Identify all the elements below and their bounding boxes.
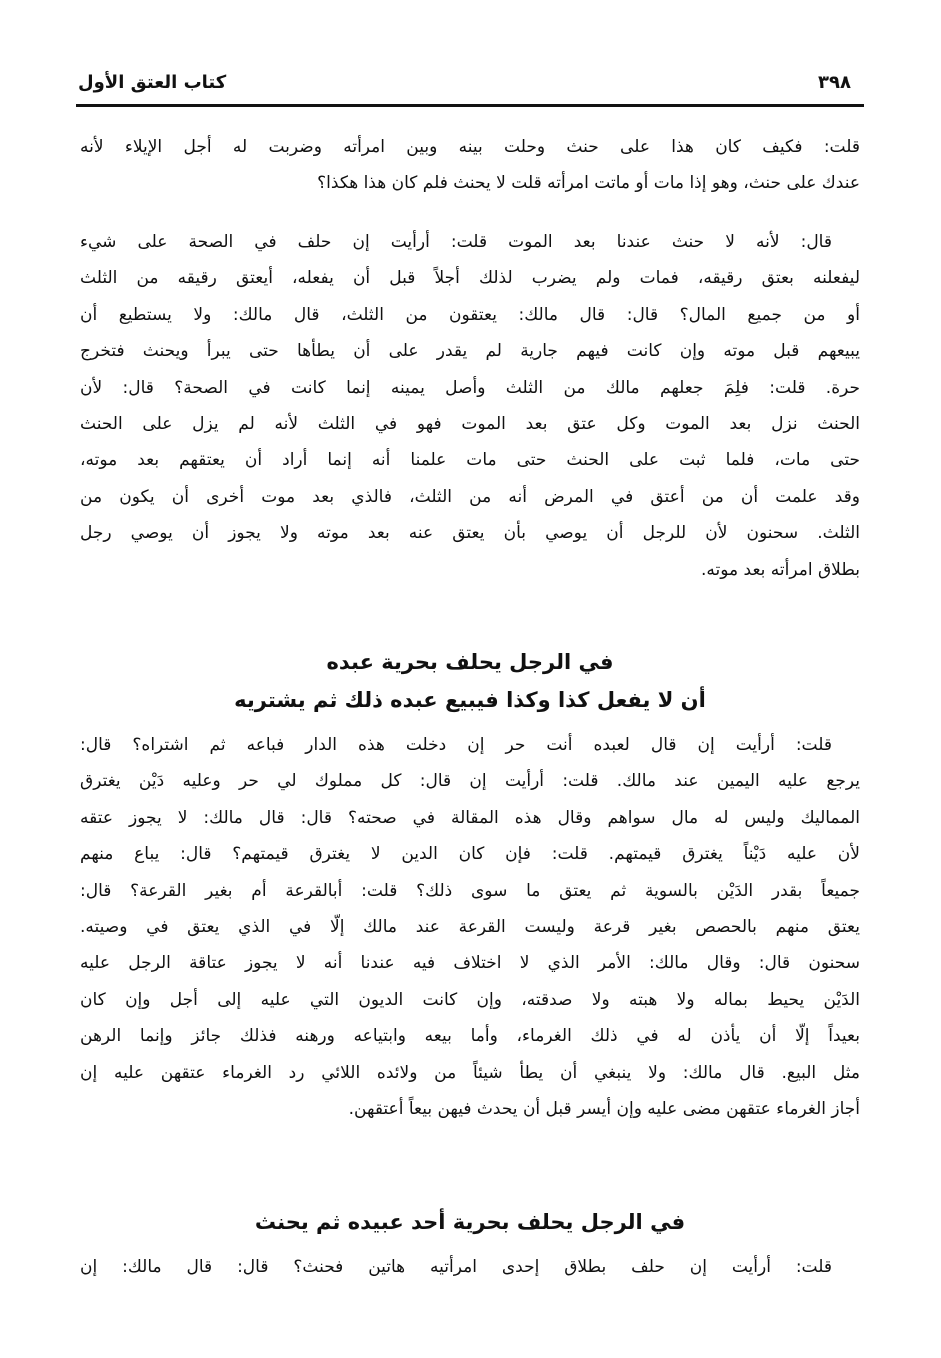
section-heading-1	[80, 643, 860, 719]
text-line: الحنث نزل بعد الموت وكل عتق بعد الموت فهو في الثلث لأنه لم يزل على الحنث	[80, 413, 860, 434]
text-line: حرة. قلت: فلِمَ جعلهم مالك من الثلث وأصل يمينه إنما كانت في الصحة؟ قال: لأن	[80, 377, 860, 398]
paragraph-1	[80, 129, 860, 202]
text-line: الدَيْن يحيط بماله ولا هبته ولا صدقته، وإن كانت الديون التي عليه إلى أجل وإن كان	[80, 989, 860, 1010]
text-line: سحنون قال: وقال مالك: الأمر الذي لا اختلاف فيه عندنا أنه لا يجوز عتاقة الرجل عليه	[80, 953, 860, 974]
paragraph-2	[80, 224, 860, 588]
text-line: مثل البيع. قال مالك: ولا ينبغي أن يطأ شيئاً من ولائده اللائي رد الغرماء عتقهن عليه إن	[80, 1062, 860, 1083]
page-number: ٣٩٨	[818, 72, 851, 93]
text-line: وقد علمت أن من أعتق في المرض أنه من الثلث، فالذي بعد موت أخرى أن يكون من	[80, 486, 860, 507]
text-line: أجاز الغرماء عتقهن مضى عليه وإن أيسر قبل أن يحدث فيهن بيعاً أعتقهن.	[348, 1098, 860, 1119]
header-rule	[76, 104, 864, 107]
text-line: أو من جميع المال؟ قال: قال مالك: يعتقون من الثلث، قال مالك: ولا يستطيع أن	[80, 304, 860, 325]
text-line: قلت: فكيف كان هذا على حنث وحلت بينه وبين امرأته وضربت له أجل الإيلاء لأنه	[80, 137, 860, 157]
heading-line: في الرجل يحلف بحرية عبده	[326, 650, 614, 674]
section-heading-2: في الرجل يحلف بحرية أحد عبيده ثم يحنث	[254, 1210, 686, 1234]
text-line: بعيداً إلّا أن يأذن له في ذلك الغرماء، وأما بيعه وابتياعه ورهنه فذلك جائز وإنما الرهن	[80, 1026, 860, 1047]
text-line: حتى مات، فلما ثبت على الحنث حتى مات علمنا أنه إنما أراد أن يعتقهم بعد موته،	[80, 450, 860, 471]
text-line: لأن عليه دَيْناً يغترق قيمتهم. قلت: فإن كان الدين لا يغترق قيمتهم؟ قال: يباع منهم	[80, 844, 860, 865]
text-line: يبيعهم قبل موته وإن كانت فيهم جارية لم يقدر على أن يطأها حتى يبرأ ويحنث فتخرج	[80, 341, 860, 362]
text-line: عندك على حنث، وهو إذا مات أو ماتت امرأته قلت لا يحنث فلم كان هذا هكذا؟	[317, 173, 860, 194]
paragraph-3	[80, 727, 860, 1127]
text-line: يرجع عليه اليمين عند مالك. قلت: أرأيت إن قال: كل مملوك لي حر وعليه دَيْن يغترق	[80, 771, 860, 792]
text-line: يعتق منهم بالحصص بغير قرعة وليست القرعة عند مالك إلّا في الذي يعتق في وصيته.	[80, 916, 860, 937]
text-line: الثلث. سحنون لأن للرجل أن يوصي بأن يعتق عنه بعد موته ولا يجوز أن يوصي رجل	[80, 523, 860, 544]
running-header-title: كتاب العتق الأول	[78, 72, 227, 93]
heading-line: أن لا يفعل كذا وكذا فيبيع عبده ذلك ثم يشتريه	[234, 688, 706, 712]
text-line: المماليك وليس له مال سواهم وقال هذه المقالة في صحته؟ قال: قال مالك: لا يجوز عتقه	[80, 807, 860, 828]
text-line: قال: لأنه لا حنث عندنا بعد الموت قلت: أرأيت إن حلف في الصحة على شيء	[80, 232, 832, 252]
text-line: جميعاً بقدر الدَيْن بالسوية ثم يعتق ما سوى ذلك؟ قلت: أبالقرعة أم بغير القرعة؟ قال:	[80, 880, 860, 901]
text-line: بطلاق امرأته بعد موته.	[701, 559, 860, 580]
text-line: قلت: أرأيت إن قال لعبده أنت حر إن دخلت هذه الدار فباعه ثم اشتراه؟ قال:	[80, 735, 832, 755]
text-line: قلت: أرأيت إن حلف بطلاق إحدى امرأتيه هاتين فحنث؟ قال: قال مالك: إن	[80, 1257, 832, 1277]
paragraph-4	[80, 1249, 860, 1285]
text-line: ليفعلنه بعتق رقيقه، فمات ولم يضرب لذلك أجلاً قبل أن يفعله، أيعتق رقيقه من الثلث	[80, 268, 860, 289]
